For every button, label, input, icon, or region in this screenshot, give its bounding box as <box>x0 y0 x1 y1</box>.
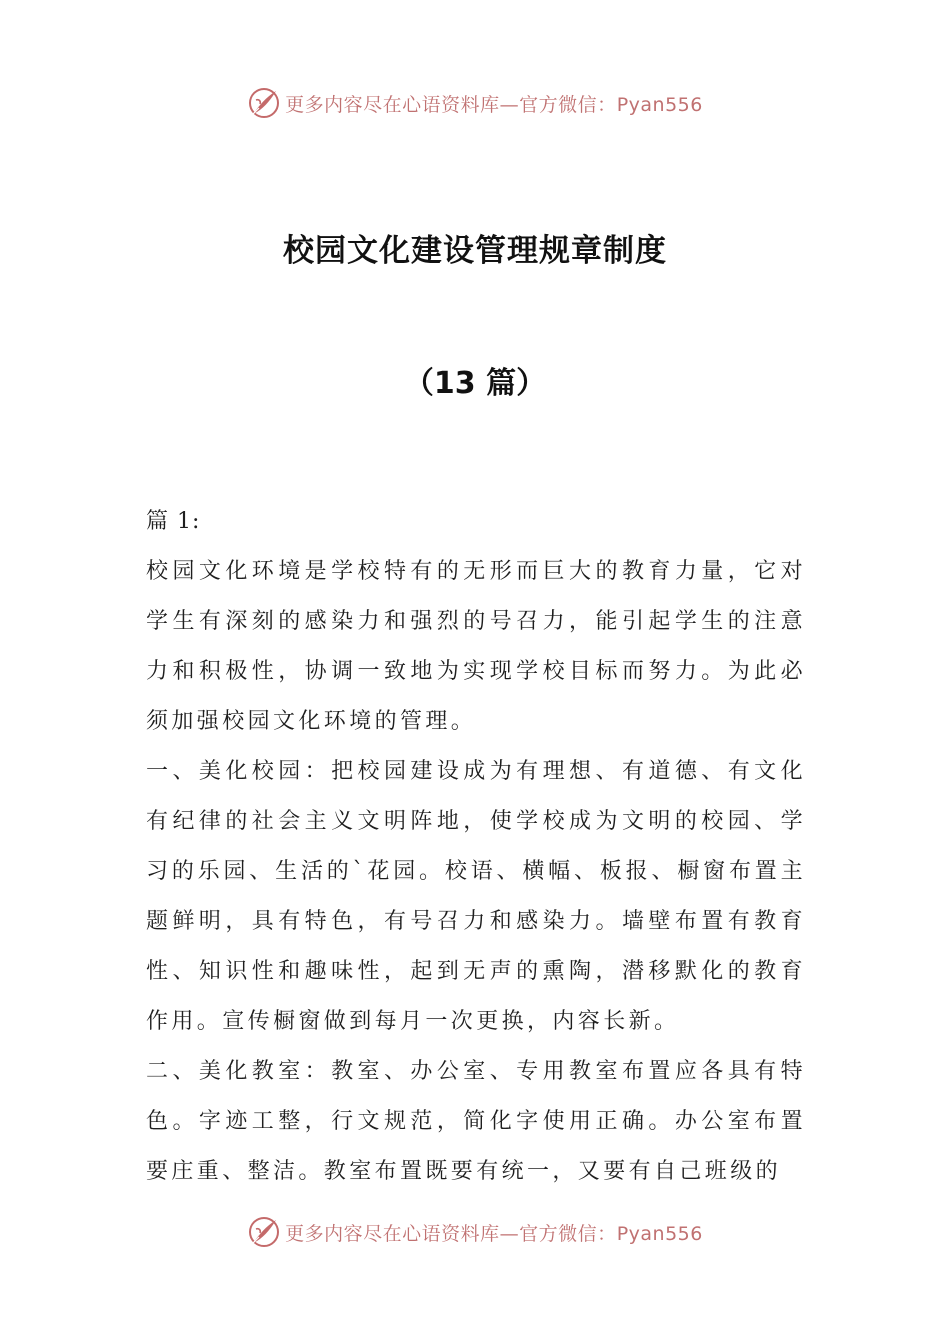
watermark-separator: — <box>499 93 520 116</box>
watermark-slogan: 更多内容尽在心语资料库 <box>285 93 500 116</box>
document-body <box>146 497 806 1197</box>
watermark-contact-label: 官方微信： <box>519 93 617 116</box>
watermark-contact-label: 官方微信： <box>519 1222 617 1245</box>
section-label: 篇 1: <box>146 509 201 534</box>
paragraph-campus: 一、美化校园：把校园建设成为有理想、有道德、有文化有纪律的社会主义文明阵地，使学校成为文明的校园、学习的乐园、生活的`花园。校语、横幅、板报、橱窗布置主题鲜明，具有特色，有号召力和感染力。墙壁布置有教育性、知识性和趣味性，起到无声的熏陶，潜移默化的教育作用。宣传橱窗做到每月一次更换，内容长新。 <box>146 759 806 1034</box>
document-title: 校园文化建设管理规章制度 <box>283 233 667 269</box>
quill-pen-icon <box>247 1215 281 1249</box>
header-watermark <box>0 83 950 123</box>
document-subtitle: （13 篇） <box>403 366 547 401</box>
footer-watermark <box>0 1212 950 1252</box>
quill-pen-icon <box>247 86 281 120</box>
watermark-slogan: 更多内容尽在心语资料库 <box>285 1222 500 1245</box>
watermark-separator: — <box>499 1222 520 1245</box>
paragraph-classroom: 二、美化教室：教室、办公室、专用教室布置应各具有特色。字迹工整，行文规范，简化字使用正确。办公室布置要庄重、整洁。教室布置既要有统一，又要有自己班级的 <box>146 1059 806 1184</box>
watermark-wechat-id: Pyan556 <box>616 93 703 116</box>
watermark-wechat-id: Pyan556 <box>616 1222 703 1245</box>
watermark-text <box>285 1219 703 1246</box>
watermark-text <box>285 90 703 117</box>
paragraph-intro: 校园文化环境是学校特有的无形而巨大的教育力量，它对学生有深刻的感染力和强烈的号召力，能引起学生的注意力和积极性，协调一致地为实现学校目标而努力。为此必须加强校园文化环境的管理。 <box>146 559 806 734</box>
